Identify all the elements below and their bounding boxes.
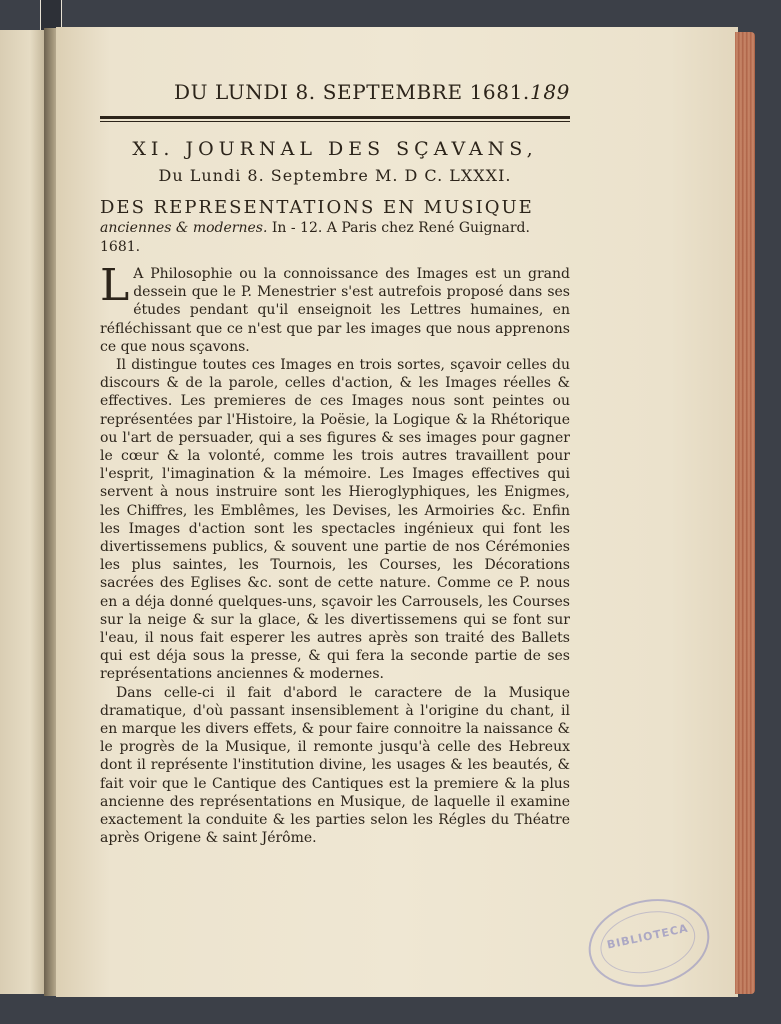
header-rule-thin [100, 121, 570, 122]
issue-date: Du Lundi 8. Septembre M. D C. LXXXI. [158, 166, 512, 185]
paragraph-2: Il distingue toutes ces Images en trois sortes, sçavoir celles du discours & de la parole, celles d'action, & les Images réelles & effectives. Les premieres de ces Images nous sont peintes ou représentées par l'Histoire, la Poësie, la Logique & la Rhétorique ou l'art de persuader, qui a ses figures & ses images pour gagner le cœur & la volonté, comme les trois autres travaillent pour l'esprit, l'imagination & la mémoire. Les Images effectives qui servent à nous instruire sont les Hieroglyphiques, les Enigmes, les Chiffres, les Emblêmes, les Devises, les Armoiries &c. Enfin les Images d'action sont les spectacles ingénieux qui font les divertissemens publics, & souvent une partie de nos Cérémonies les plus saintes, les Tournois, les Courses, les Décorations sacrées des Eglises &c. sont de cette nature. Comme ce P. nous en a déja donné quelques-uns, sçavoir les Carrousels, les Courses sur la neige & sur la glace, & les divertissemens qui se font sur l'eau, il nous fait esperer les autres après son traité des Ballets qui est déja sous la presse, & qui fera la seconde partie de ses représentations anciennes & modernes. [100, 357, 570, 683]
running-title: DU LUNDI 8. SEPTEMBRE 1681. [174, 80, 530, 104]
page-number: 189 [530, 80, 570, 104]
left-page-edge [0, 30, 50, 994]
article-title: DES REPRESENTATIONS EN MUSIQUE [100, 197, 534, 218]
article-subtitle-italic: anciennes & modernes. [100, 220, 268, 236]
paragraph-1 [100, 260, 570, 356]
page-edges [735, 32, 755, 994]
paragraph-3: Dans celle-ci il fait d'abord le caractere de la Musique dramatique, d'où passant insensiblement à l'origine du chant, il en marque les divers effets, & pour faire connoitre la naissance & le progrès de la Musique, il remonte jusqu'à celle des Hebreux dont il représente l'institution divine, les usages & les beautés, & fait voir que le Cantique des Cantiques est la premiere & la plus ancienne des représentations en Musique, de laquelle il examine exactement la conduite & les parties selon les Régles du Théatre après Origene & saint Jérôme. [100, 684, 570, 847]
paragraph-1-text: A Philosophie ou la connoissance des Images est un grand dessein que le P. Menestrier s'est autrefois proposé dans ses études pendant qu'il enseignoit les Lettres humaines, en réfléchissant que ce n'est que par les images que nous apprenons ce que nous sçavons. [100, 266, 570, 355]
stamp-text: BIBLIOTECA [605, 921, 690, 952]
journal-title: XI. JOURNAL DES SÇAVANS, [132, 138, 538, 160]
running-head [100, 76, 570, 110]
header-rule [100, 116, 570, 119]
page-content [100, 76, 570, 848]
article-imprint: In - 12. A Paris chez René Guignard. 1681. [100, 220, 530, 255]
article-body [100, 260, 570, 848]
article-subtitle [100, 219, 570, 257]
drop-cap: L [100, 260, 130, 311]
